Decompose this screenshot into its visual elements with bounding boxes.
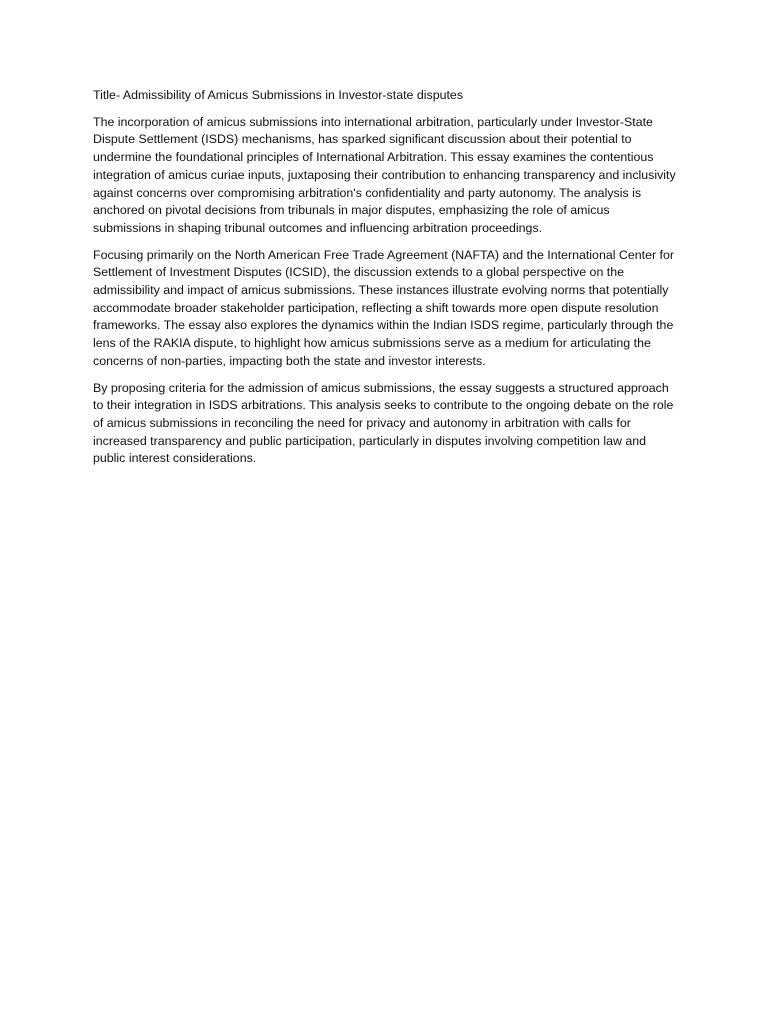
- paragraph-criteria: By proposing criteria for the admission of amicus submissions, the essay suggests a structured approach to their integration in ISDS arbitrations. This analysis seeks to contribute to the ongoing debate on the role of amicus submissions in reconciling the need for privacy and autonomy in arbitration with calls for increased transparency and public participation, particularly in disputes involving competition law and public interest considerations.: [93, 380, 674, 466]
- document-body: [93, 87, 677, 477]
- document-title: Title- Admissibility of Amicus Submissions in Investor-state disputes: [93, 88, 464, 102]
- paragraph-nafta-icsid: Focusing primarily on the North American Free Trade Agreement (NAFTA) and the International Center for Settlement of Investment Disputes (ICSID), the discussion extends to a global perspective on the admissibility and impact of amicus submissions. These instances illustrate evolving norms that potentially accommodate broader stakeholder participation, reflecting a shift towards more open dispute resolution frameworks. The essay also explores the dynamics within the Indian ISDS regime, particularly through the lens of the RAKIA dispute, to highlight how amicus submissions serve as a medium for articulating the concerns of non-parties, impacting both the state and investor interests.: [93, 247, 675, 368]
- paragraph-intro: The incorporation of amicus submissions into international arbitration, particularly under Investor-State Dispute Settlement (ISDS) mechanisms, has sparked significant discussion about their potential to undermine the foundational principles of International Arbitration. This essay examines the contentious integration of amicus curiae inputs, juxtaposing their contribution to enhancing transparency and inclusivity against concerns over compromising arbitration's confidentiality and party autonomy. The analysis is anchored on pivotal decisions from tribunals in major disputes, emphasizing the role of amicus submissions in shaping tribunal outcomes and influencing arbitration proceedings.: [93, 114, 676, 235]
